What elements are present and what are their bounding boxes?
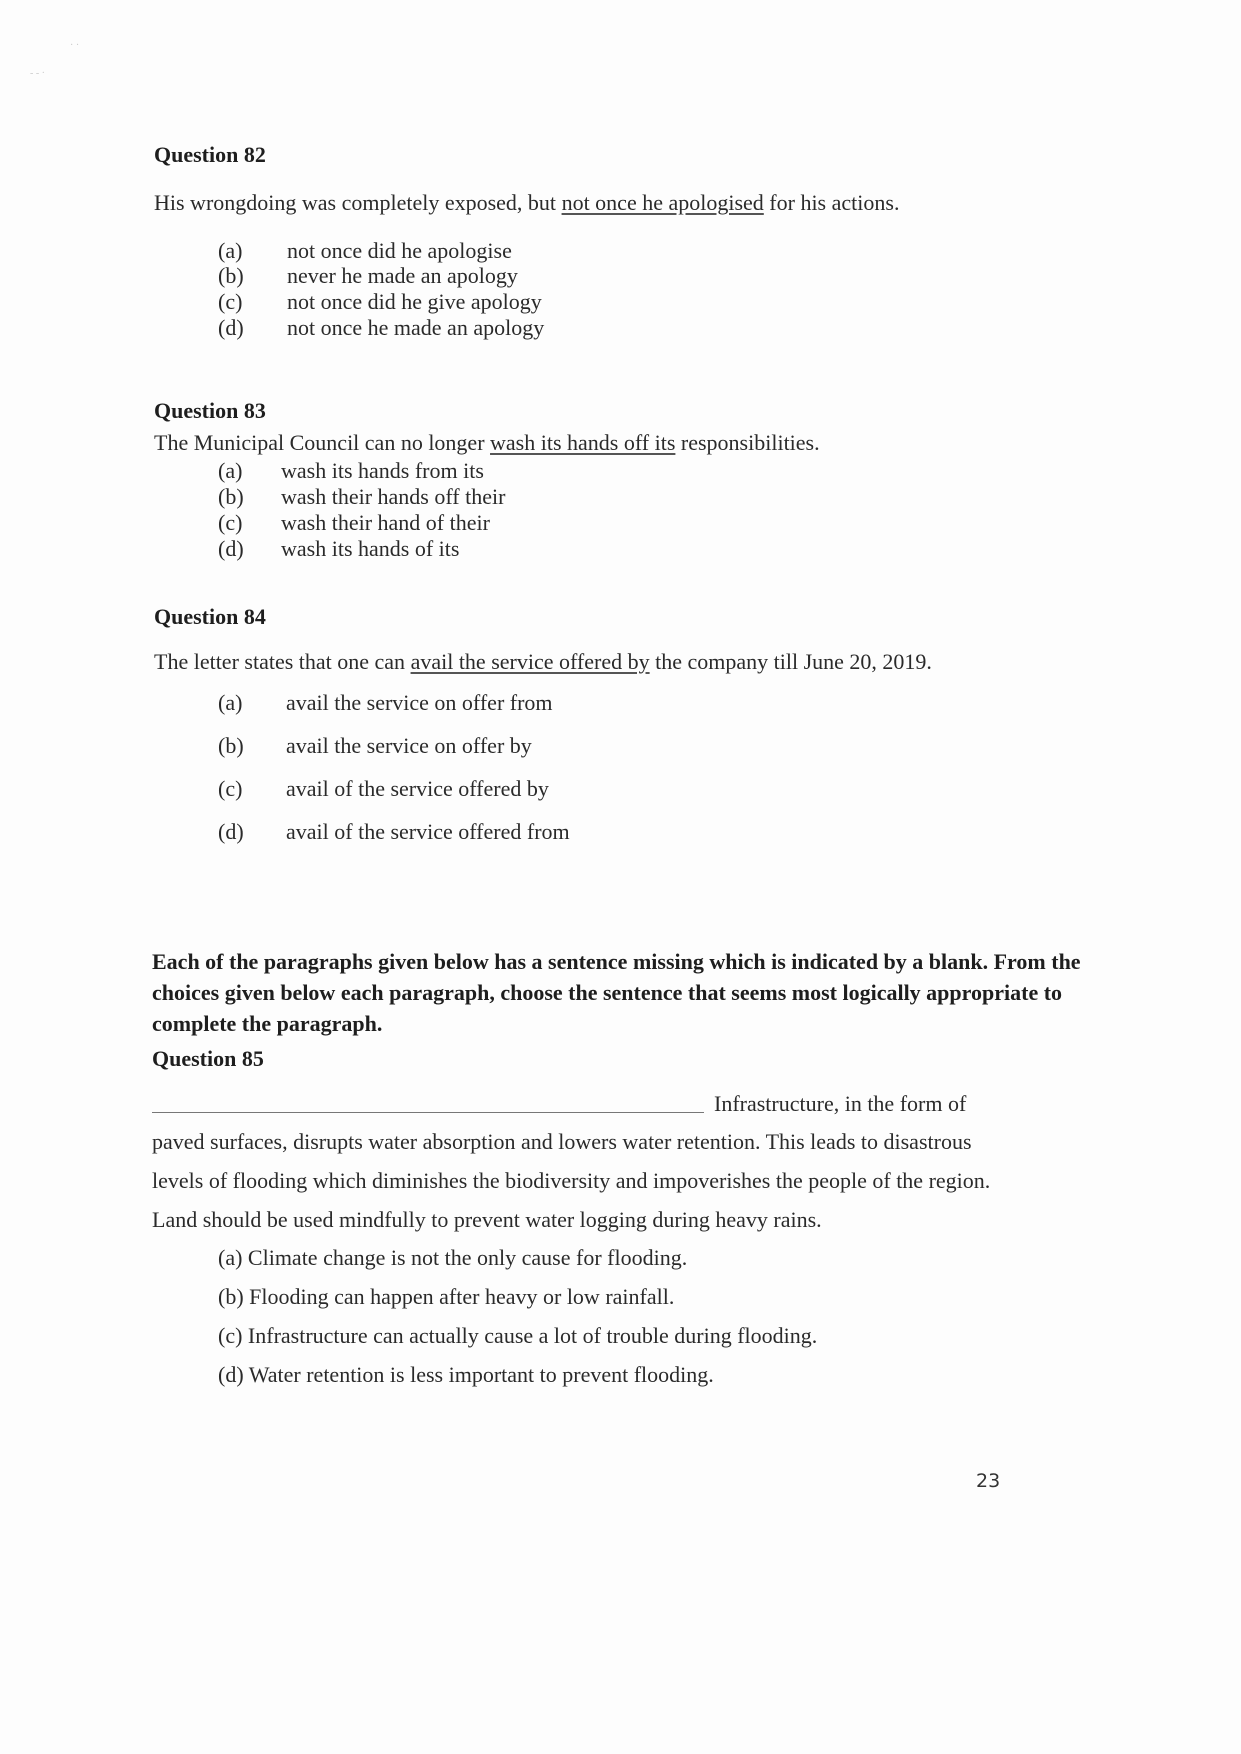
scan-specks: · · — [70, 40, 80, 51]
scan-specks: - - · — [30, 68, 45, 79]
option-label: (d) — [218, 315, 244, 340]
option-d[interactable]: not once he made an apology — [287, 315, 545, 340]
stem-text: for his actions. — [763, 190, 900, 215]
option-a[interactable]: avail the service on offer from — [286, 690, 553, 715]
page-number: 23 — [976, 1470, 1001, 1492]
option-label: (b) — [218, 484, 244, 509]
option-label: (c) — [218, 289, 243, 314]
section-instructions: Each of the paragraphs given below has a sentence missing which is indicated by a blank. From the choices given below each paragraph, choose the sentence that seems most logically appropriate to complete the paragraph. — [152, 949, 1081, 1036]
question-85-title: Question 85 — [152, 1046, 264, 1071]
option-label: (a) — [218, 238, 243, 263]
option-b[interactable]: (b) Flooding can happen after heavy or low rainfall. — [218, 1284, 675, 1309]
option-label: (c) — [218, 510, 243, 535]
option-d[interactable]: avail of the service offered from — [286, 819, 570, 844]
option-label: (d) — [218, 536, 244, 561]
option-b[interactable]: never he made an apology — [287, 263, 518, 288]
option-d[interactable]: (d) Water retention is less important to prevent flooding. — [218, 1362, 714, 1387]
paragraph-line: Infrastructure, in the form of — [714, 1091, 967, 1116]
underlined-phrase: not once he apologised — [561, 190, 764, 215]
question-83-title: Question 83 — [154, 398, 266, 423]
question-83-stem — [154, 430, 820, 456]
paragraph-line: Land should be used mindfully to prevent water logging during heavy rains. — [152, 1207, 822, 1232]
question-82-stem — [154, 190, 899, 216]
option-c[interactable]: wash their hand of their — [281, 510, 490, 535]
stem-text: His wrongdoing was completely exposed, but — [154, 190, 562, 215]
option-label: (a) — [218, 458, 243, 483]
underlined-phrase: wash its hands off its — [490, 430, 676, 455]
option-label: (a) — [218, 690, 243, 715]
question-84-stem — [154, 649, 932, 675]
stem-text: responsibilities. — [675, 430, 820, 455]
option-label: (b) — [218, 733, 244, 758]
option-label: (c) — [218, 776, 243, 801]
option-c[interactable]: not once did he give apology — [287, 289, 542, 314]
question-84-title: Question 84 — [154, 604, 266, 629]
option-c[interactable]: (c) Infrastructure can actually cause a lot of trouble during flooding. — [218, 1323, 818, 1348]
stem-text: The Municipal Council can no longer — [154, 430, 491, 455]
option-a[interactable]: not once did he apologise — [287, 238, 512, 263]
question-82-title: Question 82 — [154, 142, 266, 167]
stem-text: The letter states that one can — [154, 649, 411, 674]
answer-blank — [152, 1112, 704, 1113]
option-b[interactable]: wash their hands off their — [281, 484, 506, 509]
option-d[interactable]: wash its hands of its — [281, 536, 460, 561]
paragraph-line: paved surfaces, disrupts water absorption and lowers water retention. This leads to disastrous — [152, 1129, 972, 1154]
underlined-phrase: avail the service offered by — [410, 649, 650, 674]
option-a[interactable]: wash its hands from its — [281, 458, 484, 483]
option-a[interactable]: (a) Climate change is not the only cause for flooding. — [218, 1245, 688, 1270]
option-label: (d) — [218, 819, 244, 844]
option-label: (b) — [218, 263, 244, 288]
option-c[interactable]: avail of the service offered by — [286, 776, 549, 801]
option-b[interactable]: avail the service on offer by — [286, 733, 532, 758]
stem-text: the company till June 20, 2019. — [649, 649, 932, 674]
paragraph-line: levels of flooding which diminishes the biodiversity and impoverishes the people of the region. — [152, 1168, 991, 1193]
